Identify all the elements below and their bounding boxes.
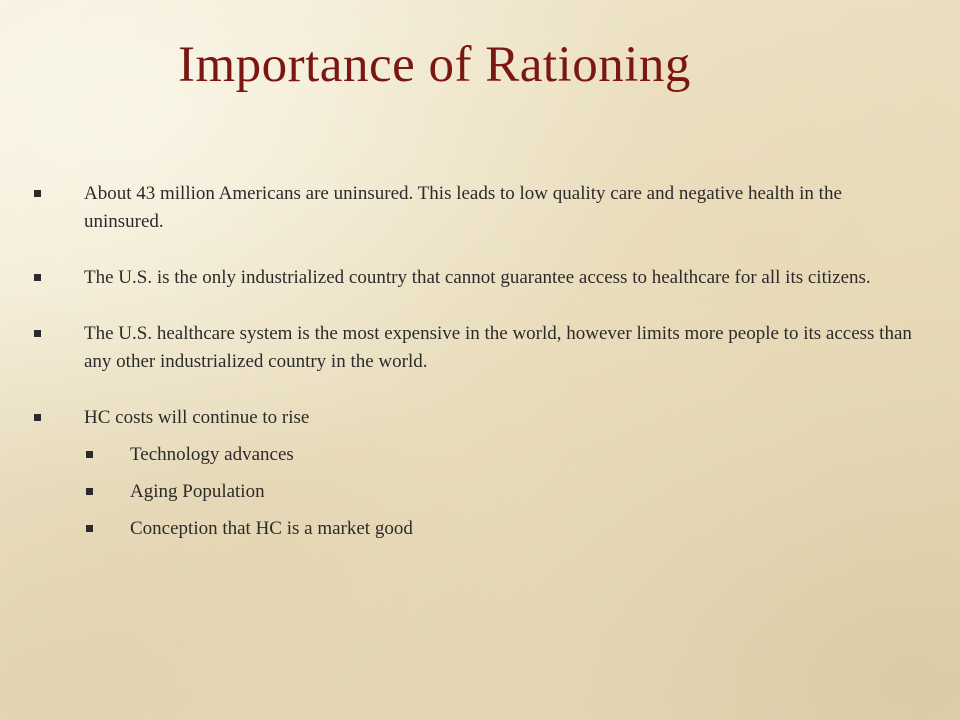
bullet-item xyxy=(0,320,914,376)
bullet-item xyxy=(0,264,914,292)
bullet-item xyxy=(0,180,914,236)
sub-bullet-item xyxy=(0,441,910,469)
square-bullet-icon xyxy=(34,330,41,337)
square-bullet-icon xyxy=(34,190,41,197)
square-bullet-icon xyxy=(86,488,93,495)
bullet-text: The U.S. is the only industrialized country that cannot guarantee access to healthcare for all its citizens. xyxy=(84,267,871,288)
sub-bullet-item xyxy=(0,478,910,506)
bullet-item xyxy=(0,404,914,432)
slide-title: Importance of Rationing xyxy=(178,37,691,93)
square-bullet-icon xyxy=(86,525,93,532)
bullet-list xyxy=(0,180,960,543)
bullet-text: The U.S. healthcare system is the most expensive in the world, however limits more people to its access than any other industrialized country in the world. xyxy=(84,323,912,372)
bullet-text: HC costs will continue to rise xyxy=(84,407,310,428)
square-bullet-icon xyxy=(86,451,93,458)
sub-bullet-text: Technology advances xyxy=(130,444,294,465)
square-bullet-icon xyxy=(34,274,41,281)
square-bullet-icon xyxy=(34,414,41,421)
sub-bullet-text: Conception that HC is a market good xyxy=(130,518,413,539)
sub-bullet-text: Aging Population xyxy=(130,481,265,502)
bullet-text: About 43 million Americans are uninsured. This leads to low quality care and negative health in the uninsured. xyxy=(84,183,842,232)
sub-bullet-item xyxy=(0,515,910,543)
